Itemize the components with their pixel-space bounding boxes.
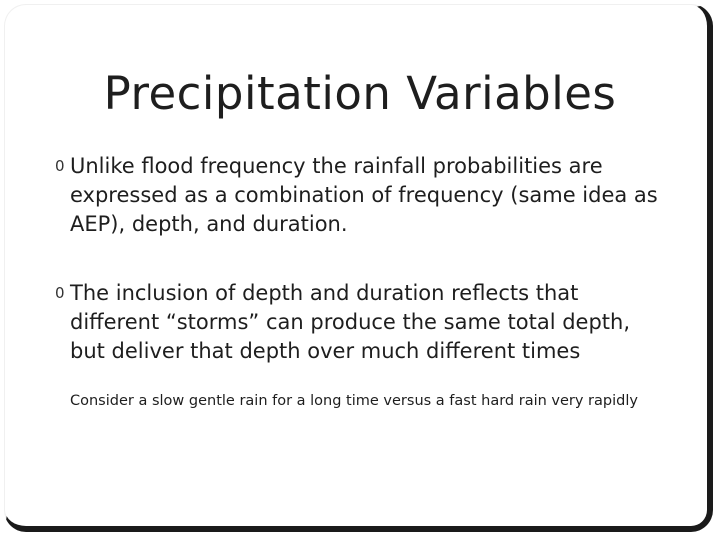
slide-title: Precipitation Variables [103, 67, 617, 120]
bullet-text: The inclusion of depth and duration reflects that different “storms” can produce the same total depth, but deliver that depth over much different times [70, 281, 631, 363]
slide-content [55, 152, 665, 411]
bullet-item [55, 279, 665, 366]
bullet-item [55, 152, 665, 239]
bullet-text: Unlike flood frequency the rainfall probabilities are expressed as a combination of frequency (same idea as AEP), depth, and duration. [70, 154, 658, 236]
bullet-marker: 0 [55, 157, 65, 175]
bullet-marker: 0 [55, 284, 65, 302]
slide-note: Consider a slow gentle rain for a long time versus a fast hard rain very rapidly [70, 393, 638, 409]
